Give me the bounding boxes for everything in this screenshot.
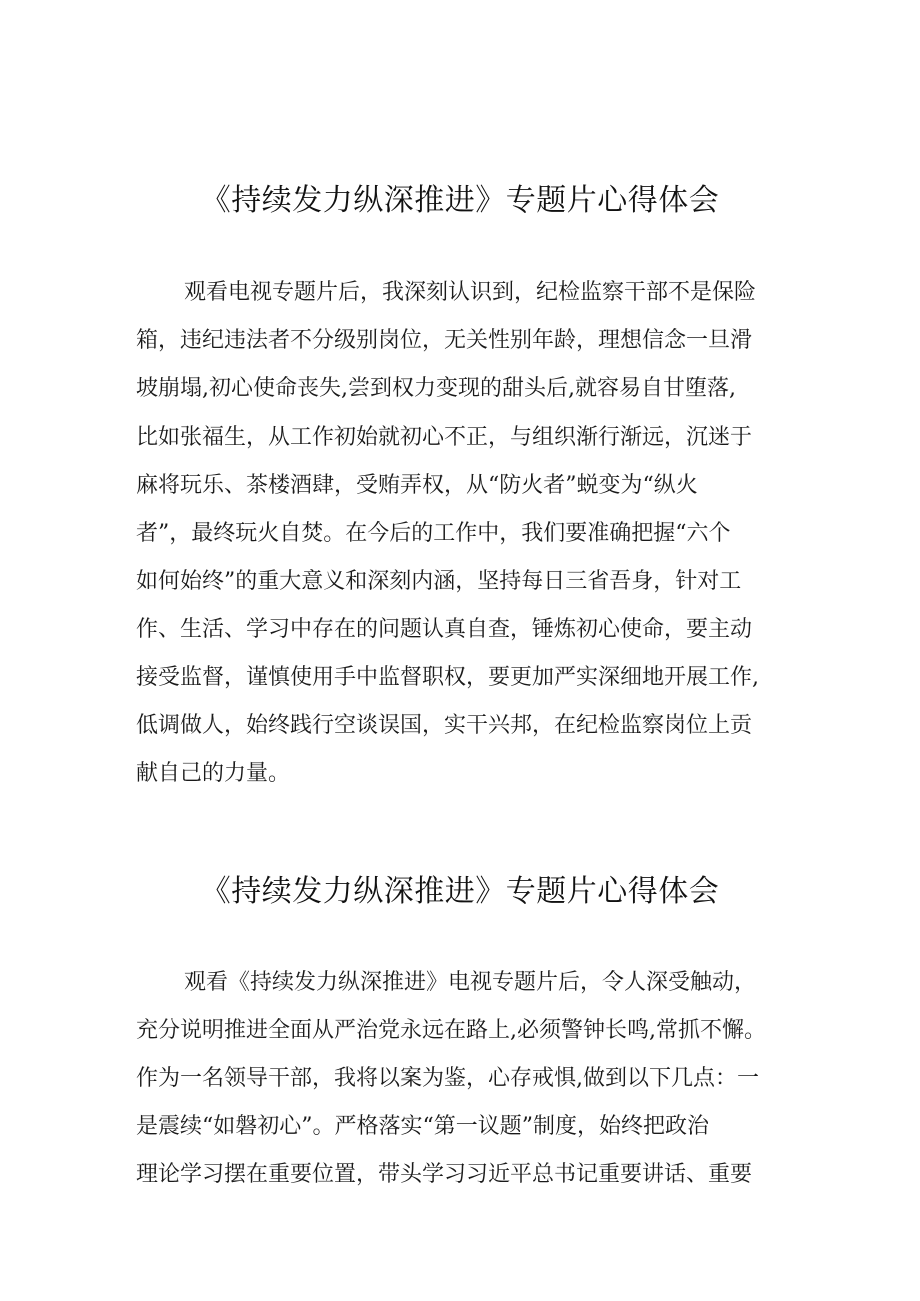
section-1-line-1: 观看电视专题片后，我深刻认识到，纪检监察干部不是保险 — [184, 280, 757, 305]
section-2-line-5: 理论学习摆在重要位置，带头学习习近平总书记重要讲话、重要 — [136, 1162, 753, 1187]
section-1-line-10: 低调做人，始终践行空谈误国，实干兴邦，在纪检监察岗位上贡 — [136, 713, 753, 738]
section-2-line-3: 作为一名领导干部，我将以案为鉴，心存戒惧,做到以下几点：一 — [136, 1066, 759, 1091]
section-1-line-8: 作、生活、学习中存在的问题认真自查，锤炼初心使命，要主动 — [136, 617, 753, 642]
section-1-line-3: 坡崩塌,初心使命丧失,尝到权力变现的甜头后,就容易自甘堕落, — [136, 376, 736, 401]
section-1-line-2: 箱，违纪违法者不分级别岗位，无关性别年龄，理想信念一旦滑 — [136, 328, 753, 353]
section-1-line-7: 如何始终”的重大意义和深刻内涵，坚持每日三省吾身，针对工 — [136, 569, 742, 594]
section-1-line-4: 比如张福生，从工作初始就初心不正，与组织渐行渐远，沉迷于 — [136, 425, 753, 450]
section-1-line-9: 接受监督，谨慎使用手中监督职权，要更加严实深细地开展工作, — [136, 665, 759, 690]
section-1-line-6: 者”，最终玩火自焚。在今后的工作中，我们要准确把握“六个 — [136, 521, 731, 546]
section-1-title: 《持续发力纵深推进》专题片心得体会 — [200, 183, 720, 218]
section-2-line-2: 充分说明推进全面从严治党永远在路上,必须警钟长鸣,常抓不懈。 — [136, 1018, 766, 1043]
section-2-line-4: 是震续“如磐初心”。严格落实“第一议题”制度，始终把政治 — [136, 1114, 709, 1139]
section-2-line-1: 观看《持续发力纵深推进》电视专题片后，令人深受触动， — [184, 970, 757, 995]
section-2-title: 《持续发力纵深推进》专题片心得体会 — [200, 874, 720, 909]
section-1-line-11: 献自己的力量。 — [136, 761, 291, 786]
section-1-line-5: 麻将玩乐、茶楼酒肆，受贿弄权，从“防火者”蜕变为“纵火 — [136, 473, 698, 498]
